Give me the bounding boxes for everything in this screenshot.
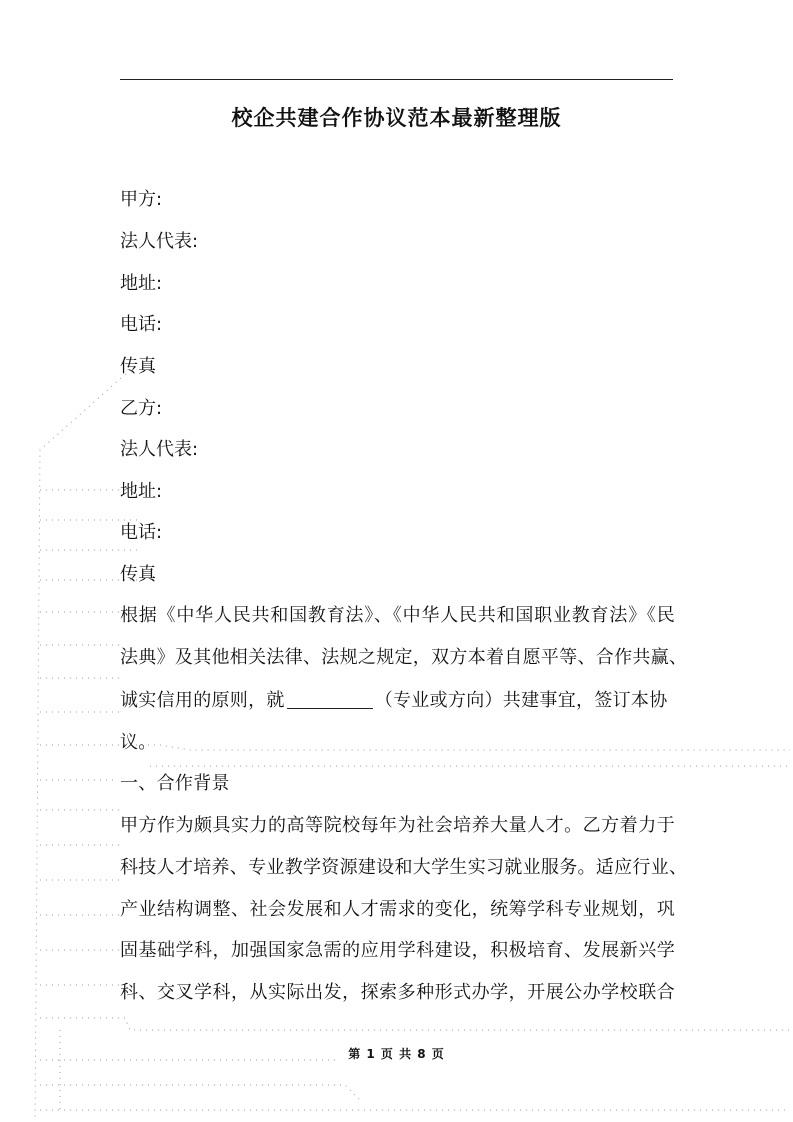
party-b-phone-label: 电话:: [120, 522, 163, 543]
section-1-heading: 一、合作背景: [120, 773, 230, 794]
header-rule: [120, 79, 673, 80]
page-number: 第 1 页 共 8 页: [348, 1047, 445, 1061]
document-title: 校企共建合作协议范本最新整理版: [231, 106, 562, 130]
party-a-fax-label: 传真: [120, 356, 156, 377]
party-a-address-label: 地址:: [120, 273, 163, 294]
party-b-fax-label: 传真: [120, 564, 156, 585]
intro-line-3-end: （专业或方向）共建事宜，签订本协: [374, 690, 668, 711]
party-a-label: 甲方:: [120, 189, 163, 210]
intro-line-4: 议。: [120, 732, 157, 753]
section-1-line-1: 甲方作为颇具实力的高等院校每年为社会培养大量人才。乙方着力于: [120, 815, 675, 836]
party-a-rep-label: 法人代表:: [120, 231, 199, 252]
intro-line-3-start: 诚实信用的原则，就: [120, 690, 285, 711]
party-b-label: 乙方:: [120, 398, 163, 419]
intro-line-3: [120, 688, 675, 714]
section-1-line-4: 固基础学科，加强国家急需的应用学科建设，积极培育、发展新兴学: [120, 940, 675, 961]
party-b-rep-label: 法人代表:: [120, 439, 199, 460]
section-1-line-3: 产业结构调整、社会发展和人才需求的变化，统筹学科专业规划，巩: [120, 899, 675, 920]
specialty-blank: [287, 690, 373, 709]
intro-line-1: 根据《中华人民共和国教育法》、《中华人民共和国职业教育法》《民: [120, 605, 675, 626]
intro-line-2: 法典》及其他相关法律、法规之规定，双方本着自愿平等、合作共赢、: [120, 647, 688, 668]
party-a-phone-label: 电话:: [120, 314, 163, 335]
section-1-line-2: 科技人才培养、专业教学资源建设和大学生实习就业服务。适应行业、: [120, 857, 688, 878]
party-b-address-label: 地址:: [120, 481, 163, 502]
section-1-line-5: 科、交叉学科，从实际出发，探索多种形式办学，开展公办学校联合: [120, 982, 675, 1003]
